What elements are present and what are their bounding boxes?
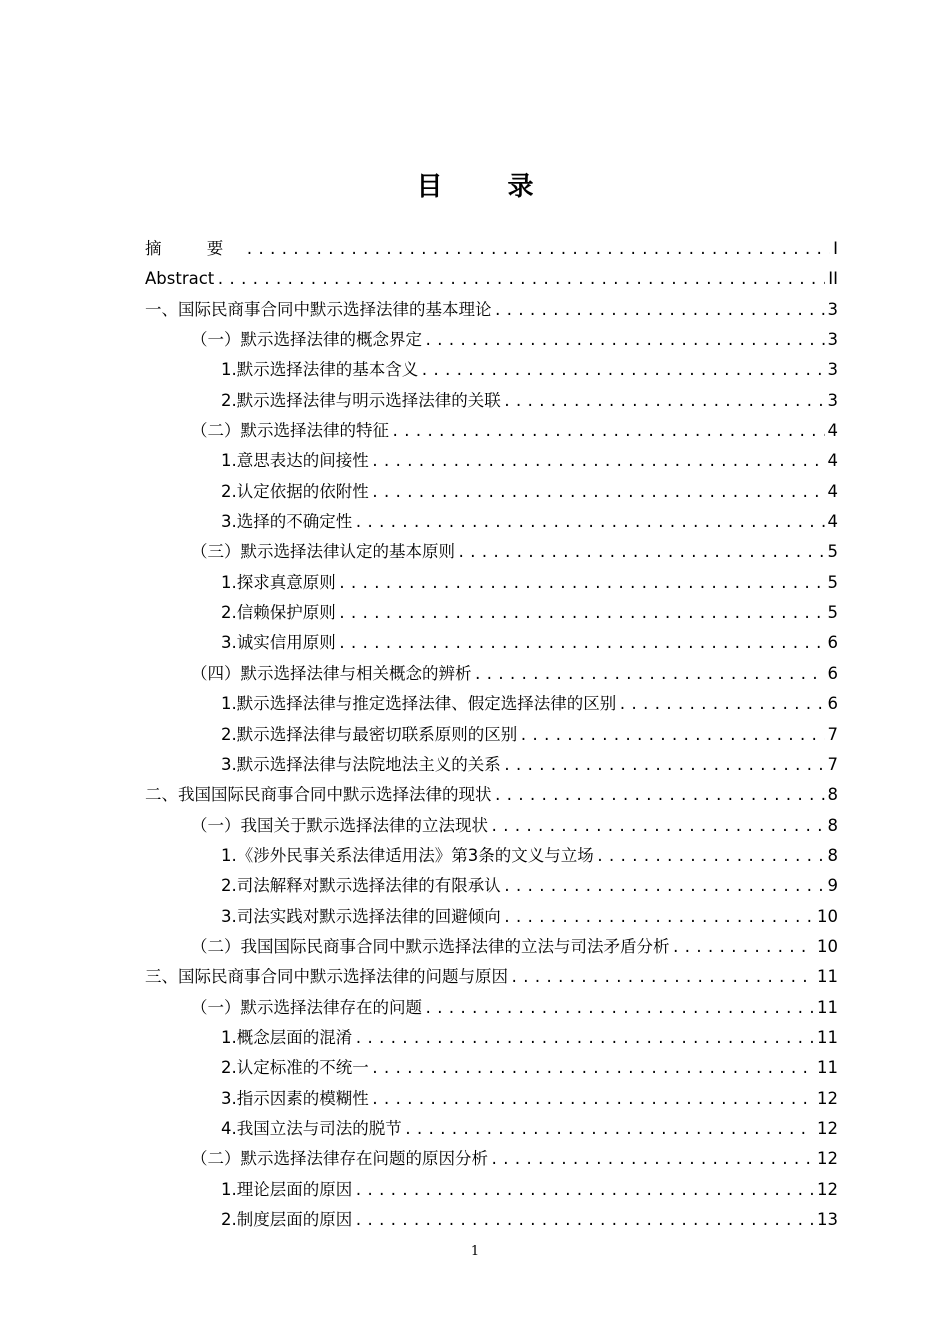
toc-entry[interactable]: [145, 264, 838, 294]
toc-entry-page: 7: [827, 754, 838, 774]
toc-entry[interactable]: [145, 325, 838, 355]
toc-entry-title: 3.司法实践对默示选择法律的回避倾向: [221, 906, 501, 926]
toc-entry[interactable]: [145, 234, 838, 264]
toc-entry[interactable]: [145, 932, 838, 962]
toc-dot-leader: [503, 751, 825, 781]
toc-entry-page: 3: [827, 360, 838, 380]
toc-dot-leader: [474, 660, 825, 690]
toc-entry[interactable]: [145, 659, 838, 689]
toc-entry-page: 6: [827, 694, 838, 714]
toc-entry-title: 3.默示选择法律与法院地法主义的关系: [221, 754, 501, 774]
toc-entry[interactable]: [145, 1175, 838, 1205]
toc-entry[interactable]: [145, 689, 838, 719]
toc-entry[interactable]: [145, 416, 838, 446]
toc-entry[interactable]: [145, 962, 838, 992]
toc-dot-leader: [354, 1206, 814, 1236]
toc-entry-title: 2.认定标准的不统一: [221, 1058, 369, 1078]
toc-entry-title: 摘 要: [145, 239, 244, 258]
toc-dot-leader: [371, 447, 825, 477]
toc-dot-leader: [420, 356, 824, 386]
toc-dot-leader: [338, 599, 825, 629]
toc-entry-page: 10: [817, 906, 838, 926]
toc-entry[interactable]: [145, 295, 838, 325]
toc-entry-page: 9: [827, 876, 838, 896]
toc-entry-page: 12: [817, 1088, 838, 1108]
toc-entry-page: 8: [827, 785, 838, 805]
toc-entry[interactable]: [145, 780, 838, 810]
toc-entry[interactable]: [145, 811, 838, 841]
toc-entry-page: 11: [817, 1058, 838, 1078]
toc-entry-title: （二）默示选择法律的特征: [191, 421, 389, 441]
toc-dot-leader: [354, 1024, 814, 1054]
toc-entry-title: 2.信赖保护原则: [221, 603, 336, 623]
toc-entry-title: 2.默示选择法律与明示选择法律的关联: [221, 390, 501, 410]
toc-entry-title: （一）默示选择法律存在的问题: [191, 997, 422, 1017]
toc-dot-leader: [354, 1176, 814, 1206]
toc-dot-leader: [391, 417, 825, 447]
toc-entry-page: I: [833, 239, 838, 258]
toc-entry-title: （三）默示选择法律认定的基本原则: [191, 542, 455, 562]
toc-entry-title: Abstract: [145, 269, 215, 289]
toc-entry[interactable]: [145, 386, 838, 416]
toc-entry[interactable]: [145, 477, 838, 507]
toc-dot-leader: [494, 296, 825, 326]
toc-entry-page: 7: [827, 724, 838, 744]
toc-entry-title: 4.我国立法与司法的脱节: [221, 1118, 402, 1138]
toc-entry-page: 6: [827, 663, 838, 683]
toc-entry-page: II: [828, 269, 838, 289]
toc-dot-leader: [216, 265, 825, 295]
toc-dot-leader: [371, 1054, 814, 1084]
toc-dot-leader: [510, 963, 814, 993]
toc-entry-page: 11: [817, 1027, 838, 1047]
toc-dot-leader: [338, 629, 825, 659]
toc-dot-leader: [354, 508, 824, 538]
toc-entry-title: 1.默示选择法律的基本含义: [221, 360, 419, 380]
toc-entry[interactable]: [145, 1144, 838, 1174]
toc-entry-title: （二）我国国际民商事合同中默示选择法律的立法与司法矛盾分析: [191, 936, 670, 956]
toc-entry[interactable]: [145, 1205, 838, 1235]
toc-entry[interactable]: [145, 1053, 838, 1083]
toc-dot-leader: [596, 842, 825, 872]
toc-entry[interactable]: [145, 598, 838, 628]
toc-dot-leader: [503, 872, 825, 902]
toc-entry-title: 1.理论层面的原因: [221, 1179, 353, 1199]
toc-entry[interactable]: [145, 871, 838, 901]
toc-dot-leader: [490, 1145, 814, 1175]
toc-entry-title: 3.选择的不确定性: [221, 512, 353, 532]
toc-entry-page: 5: [827, 603, 838, 623]
toc-entry-page: 3: [827, 299, 838, 319]
toc-entry-page: 5: [827, 542, 838, 562]
toc-entry-title: 3.指示因素的模糊性: [221, 1088, 369, 1108]
toc-entry-title: 三、国际民商事合同中默示选择法律的问题与原因: [145, 967, 508, 987]
toc-entry[interactable]: [145, 507, 838, 537]
toc-dot-leader: [457, 538, 825, 568]
toc-entry[interactable]: [145, 720, 838, 750]
toc-entry-title: 2.司法解释对默示选择法律的有限承认: [221, 876, 501, 896]
toc-entry[interactable]: [145, 993, 838, 1023]
toc-dot-leader: [424, 326, 825, 356]
toc-entry-page: 3: [827, 330, 838, 350]
toc-entry-title: （一）我国关于默示选择法律的立法现状: [191, 815, 488, 835]
toc-entry[interactable]: [145, 902, 838, 932]
toc-entry[interactable]: [145, 628, 838, 658]
toc-dot-leader: [494, 781, 825, 811]
toc-entry-page: 4: [827, 512, 838, 532]
toc-entry-page: 11: [817, 967, 838, 987]
toc-entry-title: 1.《涉外民事关系法律适用法》第3条的文义与立场: [221, 845, 594, 865]
toc-entry-page: 12: [817, 1118, 838, 1138]
toc-entry-title: 1.概念层面的混淆: [221, 1027, 353, 1047]
toc-entry-title: （二）默示选择法律存在问题的原因分析: [191, 1149, 488, 1169]
toc-entry-title: 1.探求真意原则: [221, 572, 336, 592]
toc-entry-page: 5: [827, 572, 838, 592]
toc-entry[interactable]: [145, 537, 838, 567]
toc-entry-page: 4: [827, 451, 838, 471]
toc-entry-page: 12: [817, 1179, 838, 1199]
toc-entry-page: 10: [817, 936, 838, 956]
toc-entry-page: 4: [827, 481, 838, 501]
toc-entry-title: 1.默示选择法律与推定选择法律、假定选择法律的区别: [221, 694, 617, 714]
toc-entry[interactable]: [145, 1023, 838, 1053]
toc-dot-leader: [424, 994, 814, 1024]
toc-dot-leader: [503, 903, 814, 933]
toc-entry-page: 13: [817, 1210, 838, 1229]
toc-entry-title: 2.默示选择法律与最密切联系原则的区别: [221, 724, 518, 744]
toc-entry[interactable]: [145, 841, 838, 871]
toc-entry-page: 3: [827, 390, 838, 410]
toc-entry-page: 12: [817, 1149, 838, 1169]
toc-dot-leader: [245, 235, 830, 265]
toc-entry-title: 2.制度层面的原因: [221, 1210, 353, 1229]
toc-entry-page: 11: [817, 997, 838, 1017]
toc-entry[interactable]: [145, 446, 838, 476]
toc-entry[interactable]: [145, 568, 838, 598]
toc-entry-title: 3.诚实信用原则: [221, 633, 336, 653]
toc-entry[interactable]: [145, 1084, 838, 1114]
toc-dot-leader: [672, 933, 815, 963]
page-title: 目 录: [416, 172, 562, 202]
toc-entry-page: 4: [827, 421, 838, 441]
toc-entry-page: 6: [827, 633, 838, 653]
toc-entry-title: 一、国际民商事合同中默示选择法律的基本理论: [145, 299, 492, 319]
toc-dot-leader: [618, 690, 824, 720]
toc-entry[interactable]: [145, 1114, 838, 1144]
toc-entry-title: （一）默示选择法律的概念界定: [191, 330, 422, 350]
toc-dot-leader: [371, 1085, 814, 1115]
toc-entry-title: 2.认定依据的依附性: [221, 481, 369, 501]
toc-entry[interactable]: [145, 355, 838, 385]
toc-dot-leader: [503, 387, 825, 417]
toc-entry-page: 8: [827, 845, 838, 865]
page-number: 1: [470, 1244, 480, 1259]
toc-dot-leader: [404, 1115, 814, 1145]
toc-dot-leader: [490, 812, 825, 842]
table-of-contents: [145, 234, 838, 1235]
toc-dot-leader: [338, 569, 825, 599]
toc-entry[interactable]: [145, 750, 838, 780]
toc-dot-leader: [371, 478, 825, 508]
toc-dot-leader: [519, 721, 824, 751]
toc-entry-title: 二、我国国际民商事合同中默示选择法律的现状: [145, 785, 492, 805]
toc-entry-page: 8: [827, 815, 838, 835]
toc-entry-title: 1.意思表达的间接性: [221, 451, 369, 471]
toc-entry-title: （四）默示选择法律与相关概念的辨析: [191, 663, 472, 683]
